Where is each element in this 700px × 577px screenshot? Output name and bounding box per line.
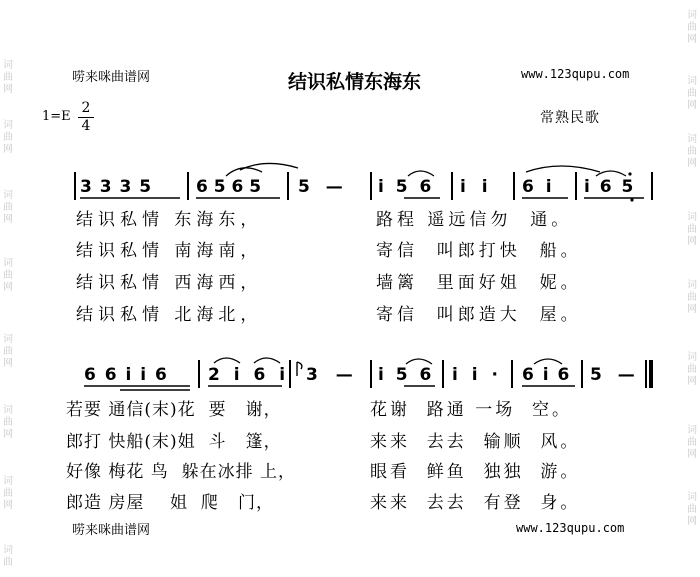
- watermark-char: 曲: [3, 557, 13, 568]
- notation-line-2-m4: i 5 6: [378, 365, 432, 385]
- notation-line-2-m5: i i ·: [452, 365, 498, 385]
- watermark-char: 网: [687, 34, 697, 45]
- slur: [526, 166, 600, 172]
- watermark-char: 曲: [687, 224, 697, 235]
- notation-line-2-m6: 6 i 6: [522, 365, 570, 385]
- lyric-verse-2-a: 结识私情 南海南，: [76, 241, 263, 261]
- watermark-char: 词: [3, 60, 13, 71]
- notation-line-2-m2: 2 i 6 i: [208, 365, 286, 385]
- lyric-verse-1-b: 路程 遥远信勿 通。: [376, 210, 573, 230]
- slur: [226, 168, 262, 176]
- slur: [214, 358, 240, 363]
- slur: [534, 359, 562, 364]
- notation-line-1-m3: 5 —: [298, 177, 343, 197]
- watermark-char: 网: [3, 500, 13, 511]
- footer-site-name: 唠来咪曲谱网: [72, 523, 151, 538]
- watermark-char: 词: [687, 212, 697, 223]
- watermark-char: 曲: [3, 488, 13, 499]
- watermark-char: 词: [687, 280, 697, 291]
- lyric-verse-4-c: 郎造 房屋 姐 爬 门，: [66, 493, 275, 513]
- notation-line-2-m1: 6 6 i i 6: [84, 365, 167, 385]
- lyric-verse-1-c: 若要 通信(末)花 要 谢，: [66, 400, 282, 420]
- slur: [406, 359, 432, 364]
- watermark-char: 词: [3, 120, 13, 131]
- watermark-char: 曲: [3, 270, 13, 281]
- watermark-char: 词: [687, 76, 697, 87]
- slur: [596, 171, 626, 176]
- watermark-char: 网: [687, 516, 697, 527]
- watermark-char: 网: [3, 358, 13, 369]
- watermark-char: 曲: [687, 146, 697, 157]
- lyric-verse-4-b: 寄信 叫郎造大 屋。: [376, 305, 582, 325]
- watermark-char: 网: [3, 144, 13, 155]
- song-origin: 常熟民歌: [540, 110, 600, 126]
- notation-line-1-m2: 6 5 6 5: [196, 177, 262, 197]
- watermark-char: 网: [687, 376, 697, 387]
- watermark-char: 词: [3, 334, 13, 345]
- slur: [408, 171, 434, 176]
- watermark-char: 网: [3, 84, 13, 95]
- watermark-char: 网: [3, 214, 13, 225]
- lyric-verse-3-c: 好像 梅花 鸟 躲在冰排 上，: [66, 462, 297, 482]
- watermark-char: 网: [3, 429, 13, 440]
- watermark-char: 曲: [3, 72, 13, 83]
- watermark-char: 词: [687, 134, 697, 145]
- notation-line-1-m7: i 6 5: [584, 177, 634, 197]
- notation-line-1-m4: i 5 6: [378, 177, 432, 197]
- notation-line-2-m3: 3 —: [306, 365, 353, 385]
- lyric-verse-2-c: 郎打 快船(末)姐 斗 篷，: [66, 432, 282, 452]
- watermark-char: 词: [687, 425, 697, 436]
- watermark-char: 曲: [687, 88, 697, 99]
- octave-dot: [630, 198, 633, 201]
- watermark-char: 网: [687, 100, 697, 111]
- octave-dot: [628, 172, 631, 175]
- watermark-char: 词: [3, 545, 13, 556]
- lyric-verse-3-b: 墙篱 里面好姐 妮。: [376, 273, 582, 293]
- key-signature: 1=E: [42, 109, 71, 124]
- time-signature-top: 2: [81, 100, 91, 116]
- lyric-verse-4-d: 来来 去去 有登 身。: [370, 493, 581, 513]
- watermark-char: 网: [687, 304, 697, 315]
- watermark-char: 词: [687, 352, 697, 363]
- notation-line-1-m1: 3 3 3 5: [80, 177, 152, 197]
- watermark-char: 曲: [3, 346, 13, 357]
- watermark-char: 词: [3, 405, 13, 416]
- lyric-verse-2-d: 来来 去去 输顺 风。: [370, 432, 581, 452]
- watermark-char: 网: [687, 449, 697, 460]
- watermark-char: 曲: [687, 22, 697, 33]
- watermark-char: 网: [687, 236, 697, 247]
- watermark-char: 曲: [687, 437, 697, 448]
- watermark-char: 网: [687, 158, 697, 169]
- lyric-verse-3-d: 眼看 鲜鱼 独独 游。: [370, 462, 581, 482]
- watermark-char: 曲: [687, 292, 697, 303]
- lyric-verse-1-a: 结识私情 东海东，: [76, 210, 263, 230]
- watermark-char: 网: [3, 282, 13, 293]
- watermark-char: 词: [3, 190, 13, 201]
- watermark-char: 曲: [687, 364, 697, 375]
- slur: [254, 358, 280, 363]
- header-site-name: 唠来咪曲谱网: [72, 70, 151, 85]
- notation-line-2-m7: 5 —: [590, 365, 635, 385]
- watermark-char: 词: [3, 476, 13, 487]
- watermark-char: 词: [687, 492, 697, 503]
- watermark-char: 曲: [3, 417, 13, 428]
- watermark-char: 曲: [3, 202, 13, 213]
- lyric-verse-3-a: 结识私情 西海西，: [76, 273, 263, 293]
- watermark-char: 曲: [687, 504, 697, 515]
- lyric-verse-2-b: 寄信 叫郎打快 船。: [376, 241, 582, 261]
- watermark-char: 词: [687, 10, 697, 21]
- page-title: 结识私情东海东: [288, 71, 422, 93]
- breath-mark: [297, 362, 302, 376]
- notation-line-1-m6: 6 i: [522, 177, 552, 197]
- header-site-url: www.123qupu.com: [521, 67, 630, 81]
- notation-line-1-m5: i i: [460, 177, 488, 197]
- footer-site-url: www.123qupu.com: [516, 521, 625, 535]
- lyric-verse-1-d: 花谢 路通 一场 空。: [370, 400, 573, 420]
- slur: [240, 163, 298, 170]
- time-signature-bottom: 4: [81, 118, 91, 134]
- lyric-verse-4-a: 结识私情 北海北，: [76, 305, 263, 325]
- watermark-char: 词: [3, 258, 13, 269]
- watermark-char: 曲: [3, 132, 13, 143]
